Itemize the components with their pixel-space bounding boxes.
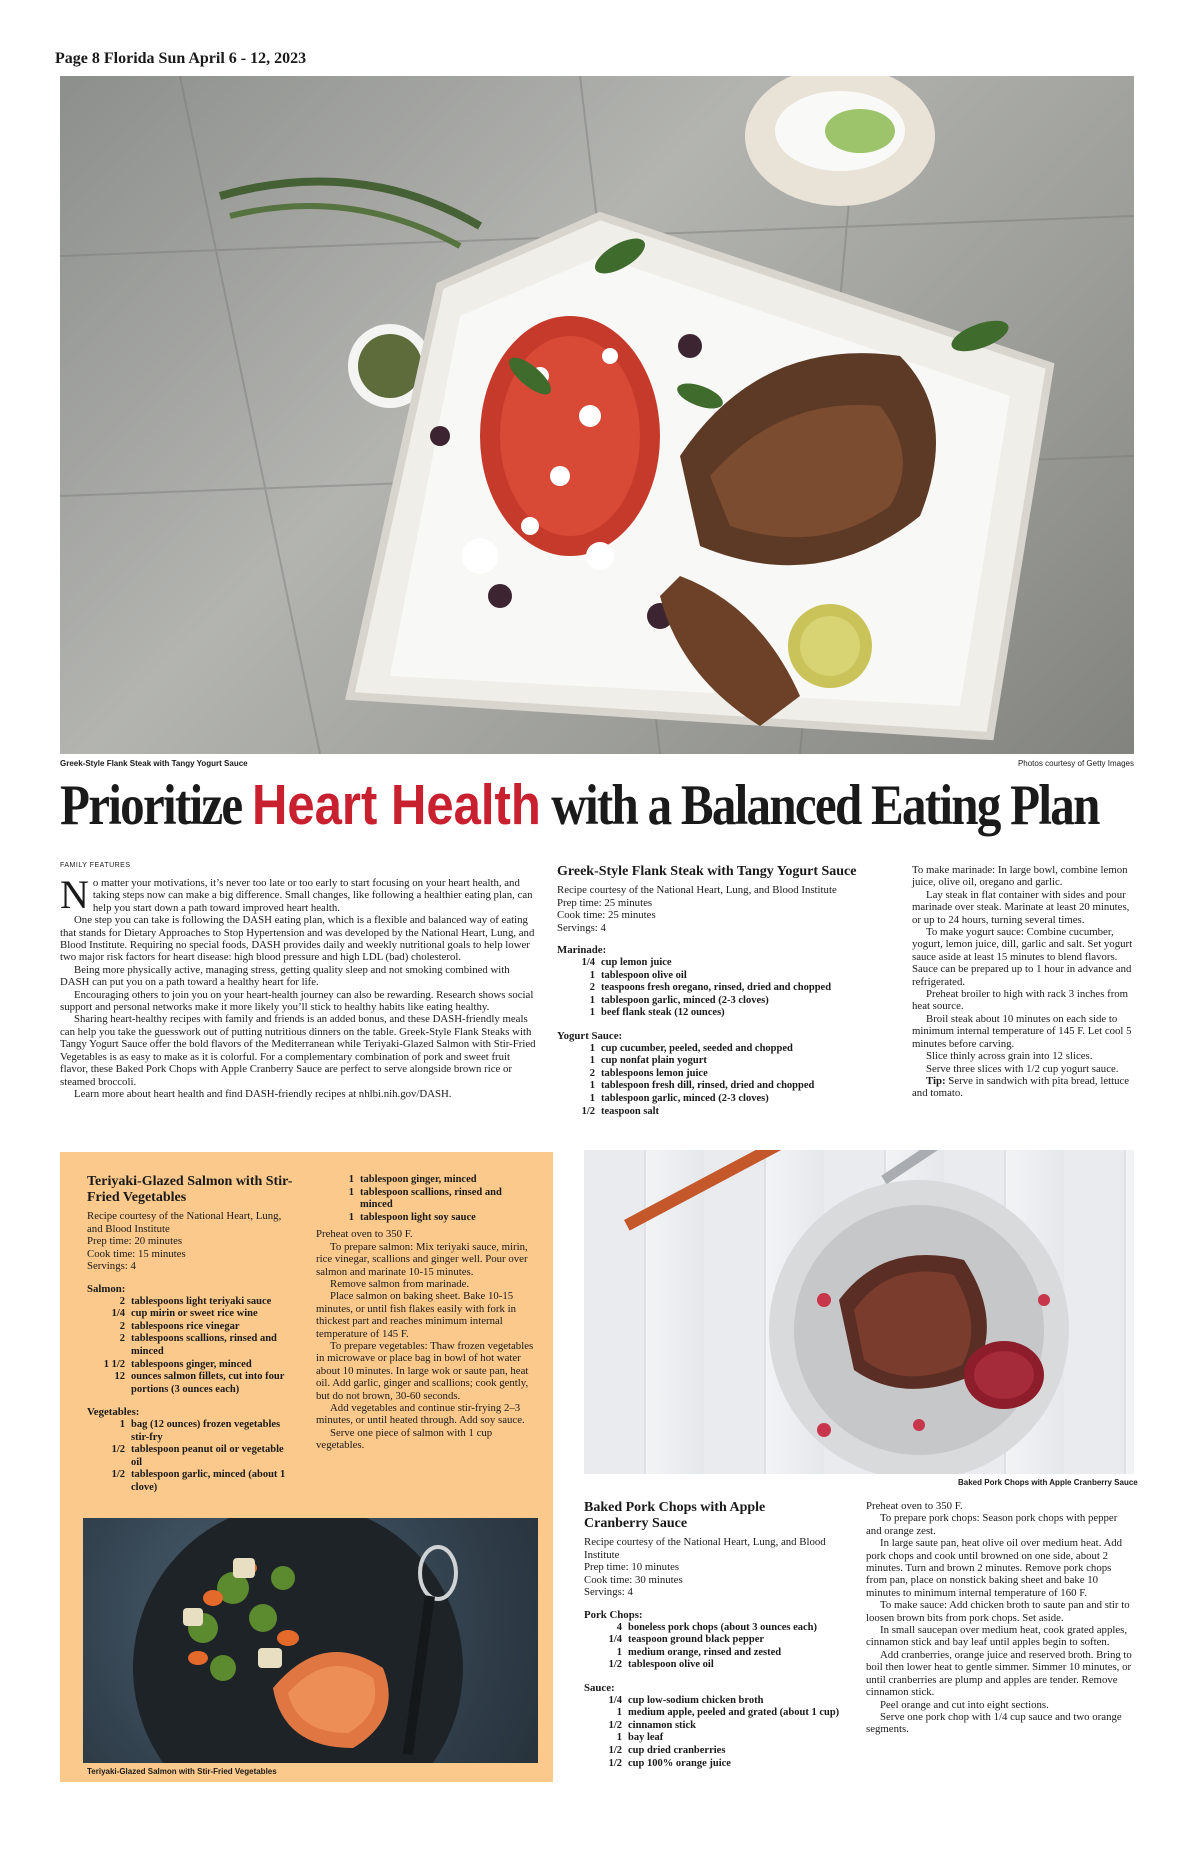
intro-paragraph: o matter your motivations, it’s never too late or too early to start focusing on your heart health, and taking steps now can make a big difference. Small changes, like following a healthier eating plan, can help you start down a path toward improved heart health. [92, 877, 533, 914]
salmon-meta [87, 1210, 297, 1273]
ingredient-row [557, 1093, 897, 1106]
ingredient-text: cinnamon stick [628, 1719, 696, 1731]
ingredient-text: cup 100% orange juice [628, 1757, 731, 1769]
intro-article [60, 862, 538, 1100]
marinade-label: Marinade: [557, 944, 607, 957]
step: Add cranberries, orange juice and reserved broth. Bring to boil then lower heat to gentle simmer. Simmer 10 minutes, or until cranberries are plump and apples are tender. Remove cinnamon stick. [866, 1648, 1132, 1699]
ingredient-quantity: 1/4 [608, 1694, 622, 1706]
ingredient-quantity: 1/2 [608, 1659, 622, 1671]
intro-paragraph: One step you can take is following the DASH eating plan, which is a flexible and balanced way of eating that stands for Dietary Approaches to Stop Hypertension and was developed by the National Heart, Lung, and Blood Institute. Requiring no special foods, DASH provides daily and weekly nutritional goals to help lower two major risk factors for heart disease: high blood pressure and high LDL (bad) cholesterol. [60, 914, 535, 964]
sauce-label: Sauce: [584, 1681, 615, 1694]
ingredient-quantity: 1 [589, 1007, 595, 1019]
step: Remove salmon from marinade. [330, 1278, 470, 1290]
step: To make sauce: Add chicken broth to saute pan and stir to loosen brown bits from pork chops. Set aside. [866, 1599, 1130, 1624]
ingredient-quantity: 1 [616, 1646, 622, 1658]
ingredient-row [557, 1055, 897, 1068]
pork-recipe [584, 1500, 854, 1770]
ingredient-row [557, 1068, 897, 1081]
ingredient-text: cup low-sodium chicken broth [628, 1694, 764, 1706]
ingredient-row [557, 1043, 897, 1056]
step: To make marinade: In large bowl, combine lemon juice, olive oil, oregano and garlic. [912, 864, 1128, 889]
yogurt-label: Yogurt Sauce: [557, 1029, 623, 1042]
step: Serve one piece of salmon with 1 cup vegetables. [316, 1426, 493, 1452]
sauce-list [584, 1695, 854, 1771]
yogurt-list [557, 1043, 897, 1119]
step: To prepare pork chops: Season pork chops with pepper and orange zest. [866, 1512, 1118, 1537]
ingredient-row [87, 1296, 297, 1309]
ingredient-quantity: 1/2 [111, 1469, 125, 1481]
steak-steps [912, 864, 1134, 1100]
pork-illustration [584, 1150, 1134, 1474]
ingredient-row [557, 1106, 897, 1119]
salmon-recipe-col1 [87, 1174, 297, 1494]
step: Preheat oven to 350 F. [316, 1228, 413, 1241]
ingredient-row [584, 1720, 854, 1733]
meta-line: Cook time: 25 minutes [557, 909, 656, 922]
step: To prepare salmon: Mix teriyaki sauce, mirin, rice vinegar, scallions and ginger well. Pour over salmon and marinate 10-15 minutes. [316, 1240, 528, 1278]
ingredient-text: medium apple, peeled and grated (about 1 cup) [628, 1707, 840, 1719]
ingredient-text: tablespoon olive oil [601, 969, 687, 981]
ingredient-row [87, 1308, 297, 1321]
ingredient-text: cup lemon juice [601, 956, 672, 968]
ingredient-row [584, 1732, 854, 1745]
intro-paragraph: Being more physically active, managing stress, getting quality sleep and not smoking combined with DASH can put you on a path toward a healthy heart for life. [60, 963, 510, 989]
ingredient-row [87, 1444, 297, 1469]
meta-line: Prep time: 25 minutes [557, 896, 653, 909]
step: Serve three slices with 1/2 cup yogurt sauce. [926, 1062, 1119, 1075]
hero-illustration [60, 76, 1134, 754]
meta-line: Cook time: 15 minutes [87, 1247, 186, 1260]
pork-title: Baked Pork Chops with Apple Cranberry Sauce [584, 1500, 766, 1531]
ingredient-quantity: 1 1/2 [103, 1358, 125, 1370]
ingredient-quantity: 1 [589, 1055, 595, 1067]
ingredient-quantity: 1/2 [608, 1757, 622, 1769]
ingredient-text: tablespoon fresh dill, rinsed, dried and chopped [601, 1080, 815, 1092]
meta-line: Servings: 4 [584, 1586, 633, 1599]
ingredient-row [584, 1758, 854, 1771]
ingredient-row [557, 957, 897, 970]
ingredient-quantity: 2 [589, 982, 595, 994]
step: Preheat oven to 350 F. [866, 1500, 963, 1512]
ingredient-row [87, 1321, 297, 1334]
pork-meta [584, 1536, 834, 1599]
vegetables-label: Vegetables: [87, 1406, 140, 1419]
ingredient-quantity: 1/4 [581, 956, 595, 968]
ingredient-row [87, 1359, 297, 1372]
salmon-illustration [83, 1518, 538, 1763]
hero-photo-steak [60, 76, 1134, 754]
ingredient-text: teaspoon ground black pepper [628, 1634, 765, 1646]
ingredient-text: tablespoons lemon juice [601, 1067, 708, 1079]
salmon-title: Teriyaki-Glazed Salmon with Stir-Fried Vegetables [87, 1174, 293, 1205]
ingredient-quantity: 1 [616, 1732, 622, 1744]
ingredient-quantity: 2 [119, 1295, 125, 1307]
ingredient-quantity: 1 [589, 969, 595, 981]
ingredient-quantity: 1/2 [581, 1105, 595, 1117]
ingredient-row [557, 982, 897, 995]
intro-paragraph: Learn more about heart health and find DASH-friendly recipes at nhlbi.nih.gov/DASH. [74, 1087, 452, 1100]
ingredient-row [584, 1745, 854, 1758]
ingredient-text: medium orange, rinsed and zested [628, 1646, 782, 1658]
ingredient-text: tablespoons light teriyaki sauce [131, 1295, 272, 1307]
ingredient-row [316, 1174, 534, 1187]
ingredient-quantity: 1 [348, 1186, 354, 1198]
step: Lay steak in flat container with sides and pour marinade over steak. Marinate at least 20 minutes, or up to 24 hours, turning several times. [912, 888, 1130, 926]
ingredient-text: teaspoons fresh oregano, rinsed, dried and chopped [601, 982, 832, 994]
ingredient-quantity: 1/2 [608, 1719, 622, 1731]
ingredient-text: tablespoon olive oil [628, 1659, 714, 1671]
ingredient-text: boneless pork chops (about 3 ounces each) [628, 1621, 818, 1633]
pork-chops-list [584, 1622, 854, 1672]
ingredient-text: tablespoon garlic, minced (2-3 cloves) [601, 1092, 769, 1104]
ingredient-text: tablespoons ginger, minced [131, 1358, 252, 1370]
ingredient-row [316, 1187, 534, 1212]
ingredient-row [584, 1695, 854, 1708]
meta-line: Cook time: 30 minutes [584, 1573, 683, 1586]
ingredient-row [584, 1634, 854, 1647]
headline-before: Prioritize [60, 774, 253, 837]
steak-meta [557, 884, 897, 934]
ingredient-quantity: 2 [589, 1067, 595, 1079]
ingredient-text: tablespoons scallions, rinsed and minced [131, 1333, 277, 1357]
meta-line: Prep time: 10 minutes [584, 1561, 680, 1574]
ingredient-quantity: 1/4 [608, 1634, 622, 1646]
pork-steps [866, 1500, 1134, 1736]
ingredient-text: cup mirin or sweet rice wine [131, 1308, 258, 1320]
ingredient-text: tablespoons rice vinegar [131, 1320, 240, 1332]
ingredient-row [87, 1419, 297, 1444]
meta-line: Servings: 4 [87, 1260, 136, 1273]
meta-line: Recipe courtesy of the National Heart, Lung, and Blood Institute [584, 1536, 826, 1561]
steak-recipe [557, 864, 897, 1118]
vegetable-ingredients-cont [316, 1174, 534, 1224]
ingredient-text: bag (12 ounces) frozen vegetables stir-fry [131, 1418, 281, 1443]
ingredient-row [584, 1647, 854, 1660]
ingredient-quantity: 1 [348, 1174, 354, 1185]
byline-tag: FAMILY FEATURES [60, 862, 131, 869]
ingredient-text: tablespoon garlic, minced (about 1 clove) [131, 1469, 286, 1493]
ingredient-row [557, 995, 897, 1008]
ingredient-quantity: 1 [616, 1707, 622, 1719]
ingredient-text: beef flank steak (12 ounces) [601, 1007, 725, 1019]
ingredient-row [316, 1212, 534, 1225]
ingredient-text: tablespoon ginger, minced [360, 1174, 477, 1185]
ingredient-text: bay leaf [628, 1732, 664, 1744]
step: Peel orange and cut into eight sections. [880, 1698, 1049, 1711]
ingredient-quantity: 12 [114, 1371, 125, 1383]
ingredient-row [557, 970, 897, 983]
pork-chops-label: Pork Chops: [584, 1608, 643, 1621]
pork-photo-caption: Baked Pork Chops with Apple Cranberry Sauce [958, 1478, 1138, 1487]
intro-body [60, 872, 538, 1100]
photo-credit: Photos courtesy of Getty Images [1017, 759, 1134, 768]
ingredient-row [584, 1707, 854, 1720]
step: To prepare vegetables: Thaw frozen vegetables in microwave or place bag in bowl of hot water about 10 minutes. In large wok or saute pan, heat oil. Add garlic, ginger and scallions; cook gently, but do not brown, 30-60 seconds. [316, 1340, 534, 1402]
ingredient-quantity: 1/4 [111, 1308, 125, 1320]
meta-line: Servings: 4 [557, 921, 606, 934]
step: In large saute pan, heat olive oil over medium heat. Add pork chops and cook until browned on one side, about 2 minutes. Turn and brown 2 minutes. Remove pork chops from pan, place on nonstick baking sheet and bake 10 minutes to minimum internal temperature of 160 F. [866, 1537, 1123, 1599]
step: Add vegetables and continue stir-frying 2–3 minutes, or until heated through. Add soy sauce. [316, 1402, 525, 1427]
meta-line: Recipe courtesy of the National Heart, Lung, and Blood Institute [87, 1210, 282, 1235]
step: Slice thinly across grain into 12 slices. [926, 1050, 1093, 1063]
ingredient-text: tablespoon scallions, rinsed and minced [360, 1186, 502, 1211]
ingredient-quantity: 1/2 [111, 1444, 125, 1456]
ingredient-quantity: 1 [589, 1042, 595, 1054]
hero-caption: Greek-Style Flank Steak with Tangy Yogurt Sauce [60, 759, 248, 768]
ingredient-row [87, 1371, 297, 1396]
ingredient-row [557, 1080, 897, 1093]
ingredient-text: cup cucumber, peeled, seeded and chopped [601, 1042, 793, 1054]
salmon-ingredients [87, 1296, 297, 1397]
ingredient-text: tablespoon peanut oil or vegetable oil [131, 1444, 284, 1468]
step: To make yogurt sauce: Combine cucumber, yogurt, lemon juice, dill, garlic and salt. Set yogurt sauce aside at least 15 minutes to blend flavors. Sauce can be prepared up to 1 hour in advance and refrigerated. [912, 926, 1133, 988]
tip-text: Serve in sandwich with pita bread, lettuce and tomato. [912, 1074, 1130, 1100]
ingredient-text: ounces salmon fillets, cut into four portions (3 ounces each) [131, 1371, 285, 1395]
ingredient-quantity: 1 [589, 994, 595, 1006]
salmon-label: Salmon: [87, 1282, 126, 1295]
ingredient-quantity: 1 [589, 1092, 595, 1104]
salmon-photo [83, 1518, 538, 1763]
ingredient-quantity: 4 [616, 1621, 622, 1633]
intro-paragraph: Encouraging others to join you on your heart-health journey can also be rewarding. Research shows social support and personal networks make it more likely you’ll stick to healthy habits like eating healthy. [60, 988, 534, 1014]
ingredient-row [87, 1333, 297, 1358]
salmon-recipe-col2 [316, 1174, 534, 1452]
dropcap: N [60, 872, 89, 917]
ingredient-row [557, 1007, 897, 1020]
step: Preheat broiler to high with rack 3 inches from heat source. [912, 988, 1129, 1013]
marinade-list [557, 957, 897, 1020]
vegetable-ingredients [87, 1419, 297, 1495]
step: Serve one pork chop with 1/4 cup sauce and two orange segments. [866, 1710, 1122, 1736]
intro-paragraph: Sharing heart-healthy recipes with family and friends is an added bonus, and these DASH-friendly meals can help you take the guesswork out of putting nutritious dinners on the table. Greek-Style Flank Steaks with Tangy Yogurt Sauce offer the bold flavors of the Mediterranean while Teriyaki-Glazed Salmon with Stir-Fried Vegetables is as easy to make as it is colorful. For a complementary combination of pork and sweet fruit flavor, these Baked Pork Chops with Apple Cranberry Sauce are perfect to serve alongside brown rice or steamed broccoli. [60, 1013, 536, 1088]
step: Place salmon on baking sheet. Bake 10-15 minutes, or until fish flakes easily with fork in thickest part and reaches minimum internal temperature of 145 F. [316, 1290, 517, 1340]
salmon-steps [316, 1228, 534, 1451]
meta-line: Prep time: 20 minutes [87, 1235, 183, 1248]
ingredient-row [584, 1622, 854, 1635]
ingredient-text: cup nonfat plain yogurt [601, 1055, 707, 1067]
step: In small saucepan over medium heat, cook grated apples, cinnamon stick and bay leaf until apples begin to soften. [866, 1624, 1128, 1649]
ingredient-text: cup dried cranberries [628, 1744, 726, 1756]
step: Broil steak about 10 minutes on each side to minimum internal temperature of 145 F. Let cool 5 minutes before carving. [912, 1012, 1132, 1050]
ingredient-text: tablespoon garlic, minced (2-3 cloves) [601, 994, 769, 1006]
headline [60, 772, 1099, 838]
ingredient-quantity: 2 [119, 1320, 125, 1332]
meta-line: Recipe courtesy of the National Heart, Lung, and Blood Institute [557, 884, 837, 896]
salmon-photo-caption: Teriyaki-Glazed Salmon with Stir-Fried Vegetables [87, 1767, 277, 1776]
ingredient-quantity: 1 [589, 1080, 595, 1092]
ingredient-row [584, 1659, 854, 1672]
tip [912, 1075, 1134, 1100]
headline-accent: Heart Health [252, 773, 541, 837]
ingredient-quantity: 1/2 [608, 1744, 622, 1756]
ingredient-text: teaspoon salt [601, 1105, 660, 1117]
steak-title: Greek-Style Flank Steak with Tangy Yogurt Sauce [557, 864, 857, 879]
tip-label: Tip: [926, 1074, 946, 1087]
ingredient-quantity: 2 [119, 1333, 125, 1345]
ingredient-quantity: 1 [119, 1418, 125, 1430]
ingredient-text: tablespoon light soy sauce [360, 1211, 476, 1223]
pork-photo [584, 1150, 1134, 1474]
page-header: Page 8 Florida Sun April 6 - 12, 2023 [55, 50, 307, 67]
ingredient-row [87, 1469, 297, 1494]
ingredient-quantity: 1 [348, 1211, 354, 1223]
headline-after: with a Balanced Eating Plan [540, 774, 1099, 837]
